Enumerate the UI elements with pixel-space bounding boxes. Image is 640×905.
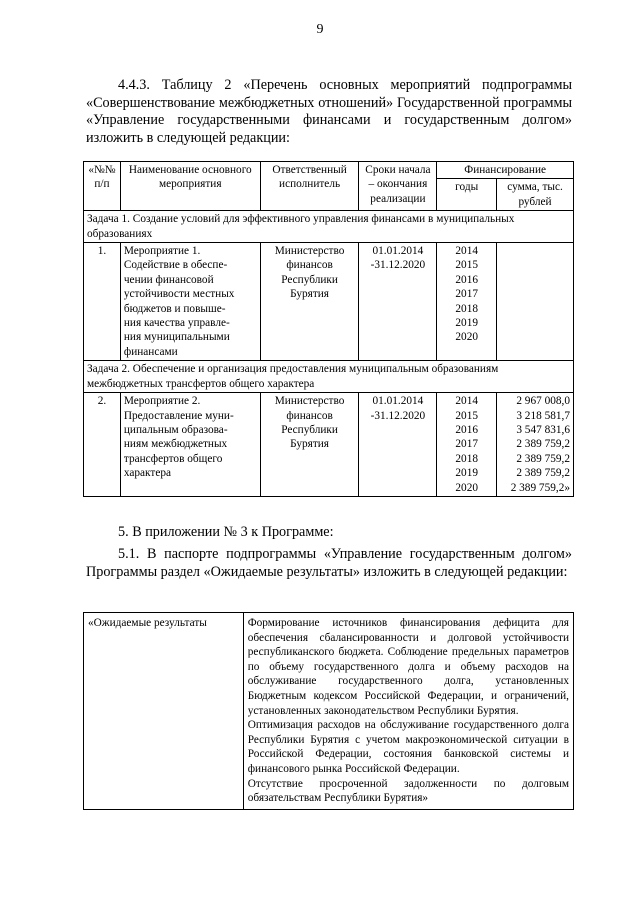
row1-executor: Министерство финансов Республики Бурятия [260,243,359,361]
results-content [243,613,573,810]
row1-num: 1. [84,243,121,361]
header-num: «№№ п/п [84,162,121,211]
results-label: «Ожидаемые результаты [84,613,244,810]
task1-text: Задача 1. Создание условий для эффективного управления финансами в муниципальных образованиях [84,211,574,243]
results-paragraph: Отсутствие просроченной задолженности по долговым обязательствам Республики Бурятия» [247,777,569,805]
results-table [83,612,574,810]
header-sum: сумма, тыс. рублей [497,179,574,211]
table-row [84,613,574,810]
row1-name: Мероприятие 1. Содействие в обеспе- чении финансовой устойчивости местных бюджетов и повыше- ния качества управле- ния муниципальными финансами [120,243,260,361]
task2-text: Задача 2. Обеспечение и организация предоставления муниципальным образованиям межбюджетных трансфертов общего характера [84,361,574,393]
table-row [84,393,574,497]
task1-row [84,211,574,243]
row2-num: 2. [84,393,121,497]
row1-years: 2014 2015 2016 2017 2018 2019 2020 [437,243,497,361]
header-dates: Сроки начала – окончания реализации [359,162,437,211]
page-number: 9 [316,22,324,37]
activities-table [83,161,574,497]
intro-paragraph: 4.4.3. Таблицу 2 «Перечень основных мероприятий подпрограммы «Совершенствование межбюджетных отношений» Государственной программы «Управление государственными финансами и государственным долгом» изложить в следующей редакции: [86,77,572,146]
table-header-row [84,162,574,179]
section5-title: 5. В приложении № 3 к Программе: [118,524,334,540]
row1-dates: 01.01.2014 -31.12.2020 [359,243,437,361]
header-name: Наименование основного мероприятия [120,162,260,211]
header-executor: Ответственный исполнитель [260,162,359,211]
row2-years: 2014 2015 2016 2017 2018 2019 2020 [437,393,497,497]
row2-executor: Министерство финансов Республики Бурятия [260,393,359,497]
header-years: годы [437,179,497,211]
results-paragraph: Оптимизация расходов на обслуживание государственного долга Республики Бурятия с учетом макроэкономической ситуации в Российской Федерации, состояния банковской системы и финансового рынка Российской Федерации. [247,719,569,775]
header-financing: Финансирование [437,162,574,179]
results-paragraph: Формирование источников финансирования дефицита для обеспечения сбалансированности и долговой устойчивости республиканского бюджета. Соблюдение предельных параметров по объему государственного долга и объему расходов на обслуживание государственного долга, установленных Бюджетным кодексом Российской Федерации, и ограничений, установленных законодательством Республики Бурятия. [247,617,569,717]
row2-dates: 01.01.2014 -31.12.2020 [359,393,437,497]
table-row [84,243,574,361]
row1-sums [497,243,574,361]
section51-paragraph: 5.1. В паспорте подпрограммы «Управление государственным долгом» Программы раздел «Ожидаемые результаты» изложить в следующей редакции: [86,546,572,580]
row2-name: Мероприятие 2. Предоставление муни- ципальным образова- ниям межбюджетных трансфертов общего характера [120,393,260,497]
row2-sums: 2 967 008,0 3 218 581,7 3 547 831,6 2 389 759,2 2 389 759,2 2 389 759,2 2 389 759,2» [497,393,574,497]
task2-row [84,361,574,393]
